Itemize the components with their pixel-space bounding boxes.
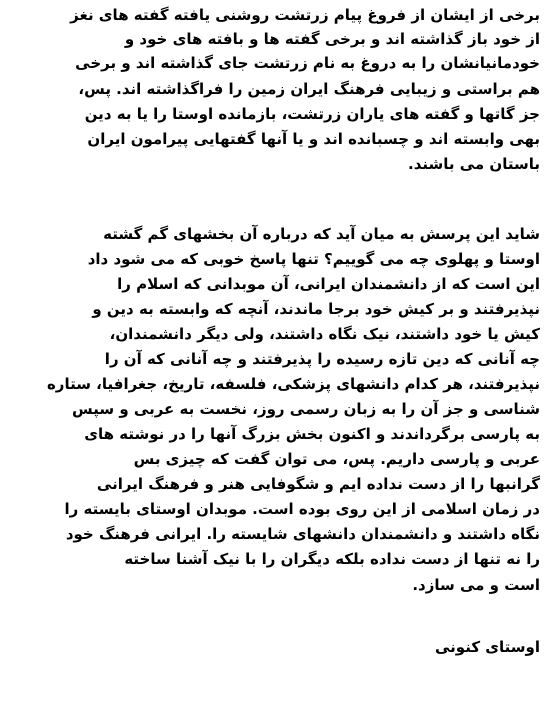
text-line: در زمان اسلامی از این روی بوده است. موبدان اوستای بایسته را <box>64 500 540 518</box>
text-line: به پارسی برگرداندند و اکنون بخش بزرگ آنها را در نوشته های <box>84 425 540 443</box>
section-heading: اوستای کنونی <box>435 638 540 656</box>
text-line: از خود باز گذاشته اند و برخی گفته ها و بافته های خود و <box>124 30 540 48</box>
text-line: جز گاتها و گفته های یاران زرتشت، بازمانده اوستا را یا به دین <box>84 105 540 123</box>
text-line: چه آنانی که دین تازه رسیده را پذیرفتند و چه آنانی که آن را <box>104 350 540 368</box>
text-line: گرانبها را از دست نداده ایم و شگوفایی هنر و فرهنگ ایرانی <box>96 475 540 493</box>
text-line: این است که از دانشمندان ایرانی، آن موبدانی که اسلام را <box>117 275 540 293</box>
text-line: نگاه داشتند و دانشمندان دانشهای شایسته را. ایرانی فرهنگ خود <box>65 525 540 543</box>
text-line: کیش یا خود داشتند، نیک نگاه داشتند، ولی دیگر دانشمندان، <box>109 325 540 343</box>
text-line: را نه تنها از دست نداده بلکه دیگران را با نیک آشنا ساخته <box>124 550 540 568</box>
text-line: هم براستی و زیبایی فرهنگ ایران زمین را فراگذاشته اند. پس، <box>78 80 540 98</box>
text-line: است و می سازد. <box>412 576 540 594</box>
text-line: باستان می باشند. <box>408 155 540 173</box>
text-line: خودمانیانشان را به دروغ به نام زرتشت جای گذاشته اند و برخی <box>75 54 540 72</box>
text-line: شناسی و جز آن را به زبان رسمی روز، نخست به عربی و سپس <box>72 400 540 418</box>
text-line: بهی وابسته اند و چسبانده اند و یا آنها گفتهایی پیرامون ایران <box>87 130 540 148</box>
text-line: اوستا و پهلوی چه می گوییم؟ تنها پاسخ خوبی که می شود داد <box>87 250 540 268</box>
text-line: نپذیرفتند، هر کدام دانشهای پزشکی، فلسفه، تاریخ، جغرافیا، ستاره <box>46 375 540 393</box>
text-line: برخی از ایشان از فروغ پیام زرتشت روشنی یافته گفته های نغز <box>70 6 540 24</box>
text-line: نپذیرفتند و بر کیش خود برجا ماندند، آنچه که وابسته به دین و <box>92 300 540 318</box>
text-line: عربی و پارسی داریم. پس، می توان گفت که چیزی بس <box>133 450 540 468</box>
text-line: شاید این پرسش به میان آید که درباره آن بخشهای گم گشته <box>103 225 540 243</box>
